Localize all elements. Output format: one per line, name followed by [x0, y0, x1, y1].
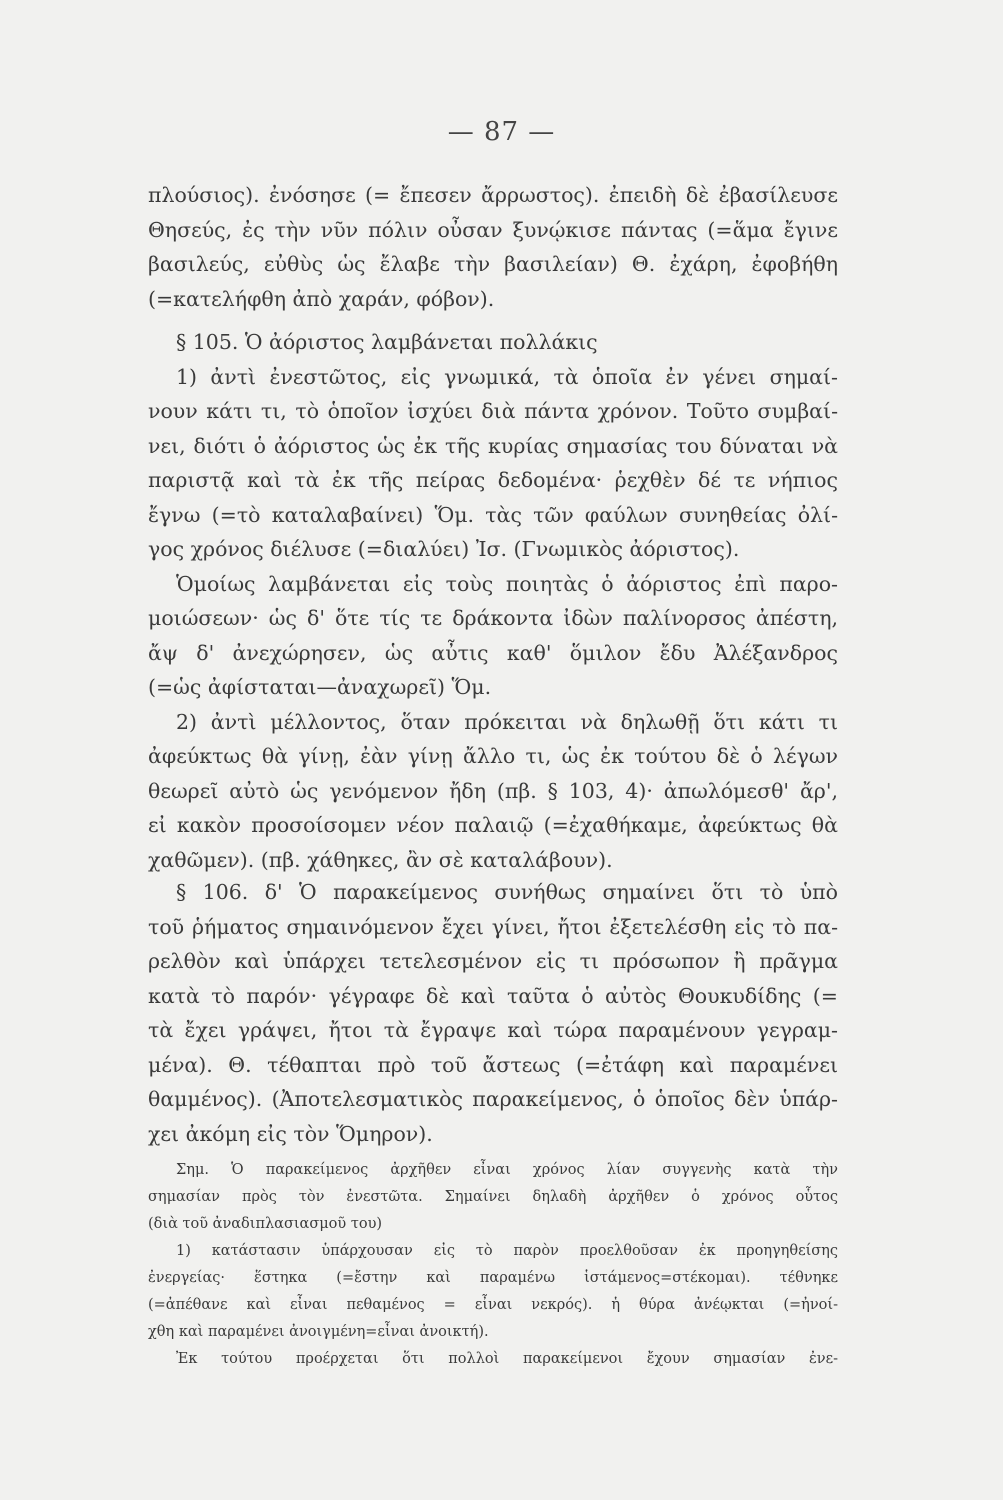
note-line: (διὰ τοῦ ἀναδιπλασιασμοῦ του) [148, 1216, 383, 1232]
note-line: Ἐκ τούτου προέρχεται ὅτι πολλοὶ παρακείμενοι ἔχουν σημασίαν ἐνε- [176, 1351, 838, 1367]
text-line: μοιώσεων· ὡς δ' ὅτε τίς τε δράκοντα ἰδὼν παλίνορσος ἀπέστη, [148, 606, 838, 630]
text-line: βασιλεύς, εὐθὺς ὡς ἔλαβε τὴν βασιλείαν) Θ. ἐχάρη, ἐφοβήθη [148, 252, 838, 276]
page-number: — 87 — [447, 117, 556, 147]
text-line: ρελθὸν καὶ ὑπάρχει τετελεσμένον εἰς τι πρόσωπον ἢ πρᾶγμα [148, 949, 838, 973]
main-text-block-1 [148, 178, 838, 316]
text-line: χαθῶμεν). (πβ. χάθηκες, ἂν σὲ καταλάβουν). [148, 847, 613, 872]
text-line: (=ὡς ἀφίσταται—ἀναχωρεῖ) Ὅμ. [148, 675, 492, 699]
text-line: τὰ ἔχει γράψει, ἤτοι τὰ ἔγραψε καὶ τώρα παραμένουν γεγραμ- [148, 1018, 838, 1042]
text-line: πλούσιος). ἐνόσησε (= ἔπεσεν ἄρρωστος). ἐπειδὴ δὲ ἐβασίλευσε [148, 183, 838, 207]
note-line: χθη καὶ παραμένει ἀνοιγμένη=εἶναι ἀνοικτή). [148, 1324, 489, 1340]
text-line: 1) ἀντὶ ἐνεστῶτος, εἰς γνωμικά, τὰ ὁποῖα ἐν γένει σημαί- [176, 364, 838, 389]
text-line: νουν κάτι τι, τὸ ὁποῖον ἰσχύει διὰ πάντα χρόνον. Τοῦτο συμβαί- [148, 399, 838, 423]
text-line: νει, διότι ὁ ἀόριστος ὡς ἐκ τῆς κυρίας σημασίας του δύναται νὰ [148, 433, 838, 458]
section-heading-106: § 106. δ' Ὁ παρακείμενος συνήθως σημαίνει ὅτι τὸ ὑπὸ [176, 880, 838, 904]
text-line: Ὁμοίως λαμβάνεται εἰς τοὺς ποιητὰς ὁ ἀόριστος ἐπὶ παρο- [176, 571, 838, 596]
section-106 [148, 875, 838, 1151]
note-line: (=ἀπέθανε καὶ εἶναι πεθαμένος = εἶναι νεκρός). ἡ θύρα ἀνέῳκται (=ἠνοί- [148, 1297, 838, 1313]
text-line: παριστᾷ καὶ τὰ ἐκ τῆς πείρας δεδομένα· ῥεχθὲν δέ τε νήπιος [148, 468, 838, 492]
text-line: (=κατελήφθη ἀπὸ χαράν, φόβον). [148, 286, 495, 311]
section-heading-105: § 105. Ὁ ἀόριστος λαμβάνεται πολλάκις [176, 330, 598, 354]
text-line: Θησεύς, ἐς τὴν νῦν πόλιν οὖσαν ξυνῴκισε πάντας (=ἅμα ἔγινε [148, 217, 838, 242]
text-line: ἀφεύκτως θὰ γίνῃ, ἐὰν γίνῃ ἄλλο τι, ὡς ἐκ τούτου δὲ ὁ λέγων [148, 744, 838, 768]
text-line: χει ἀκόμη εἰς τὸν Ὅμηρον). [148, 1121, 433, 1146]
text-line: ἔγνω (=τὸ καταλαβαίνει) Ὅμ. τὰς τῶν φαύλων συνηθείας ὀλί- [148, 502, 838, 527]
text-line: θεωρεῖ αὐτὸ ὡς γενόμενον ἤδη (πβ. § 103, 4)· ἀπωλόμεσθ' ἄρ', [148, 778, 838, 803]
text-line: κατὰ τὸ παρόν· γέγραφε δὲ καὶ ταῦτα ὁ αὐτὸς Θουκυδίδης (= [148, 983, 838, 1008]
text-line: ἄψ δ' ἀνεχώρησεν, ὡς αὖτις καθ' ὅμιλον ἔδυ Ἀλέξανδρος [148, 640, 838, 665]
text-line: γος χρόνος διέλυσε (=διαλύει) Ἰσ. (Γνωμικὸς ἀόριστος). [148, 537, 740, 561]
note-block [148, 1157, 838, 1373]
text-line: εἰ κακὸν προσοίσομεν νέον παλαιῷ (=ἐχαθήκαμε, ἀφεύκτως θὰ [148, 813, 838, 837]
text-line: 2) ἀντὶ μέλλοντος, ὅταν πρόκειται νὰ δηλωθῇ ὅτι κάτι τι [176, 709, 838, 734]
text-line: μένα). Θ. τέθαπται πρὸ τοῦ ἄστεως (=ἐτάφη καὶ παραμένει [148, 1052, 838, 1077]
text-line: θαμμένος). (Ἀποτελεσματικὸς παρακείμενος, ὁ ὁποῖος δὲν ὑπάρ- [148, 1087, 838, 1111]
section-105 [148, 325, 838, 877]
note-line: 1) κατάστασιν ὑπάρχουσαν εἰς τὸ παρὸν προελθοῦσαν ἐκ προηγηθείσης [176, 1243, 838, 1259]
text-line: τοῦ ῥήματος σημαινόμενον ἔχει γίνει, ἤτοι ἐξετελέσθη εἰς τὸ πα- [148, 914, 838, 939]
note-line: Σημ. Ὁ παρακείμενος ἀρχῆθεν εἶναι χρόνος λίαν συγγενὴς κατὰ τὴν [176, 1162, 838, 1178]
note-line: ἐνεργείας· ἕστηκα (=ἔστην καὶ παραμένω ἱστάμενος=στέκομαι). τέθνηκε [148, 1270, 838, 1286]
note-line: σημασίαν πρὸς τὸν ἐνεστῶτα. Σημαίνει δηλαδὴ ἀρχῆθεν ὁ χρόνος οὗτος [148, 1189, 838, 1205]
